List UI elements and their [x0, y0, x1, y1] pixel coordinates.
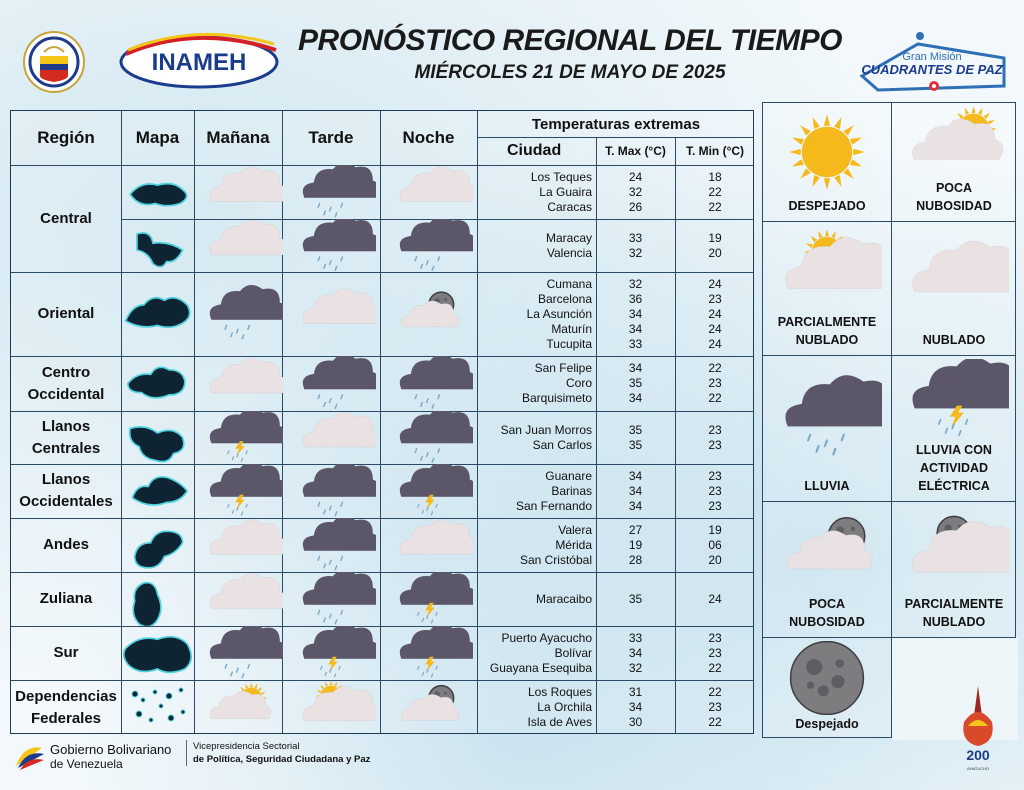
legend-label: PARCIALMENTE	[904, 597, 1004, 611]
tmax-value: 19	[628, 537, 643, 552]
tmin-value: 23	[708, 700, 722, 714]
forecast-night-tormenta-icon	[383, 572, 473, 626]
sun-clouds-icon	[772, 225, 882, 313]
cities-list	[477, 165, 596, 219]
legend-label: NUBOSIDAD	[789, 615, 865, 629]
header-map: Mapa	[135, 128, 180, 147]
legend-label: LLUVIA	[804, 479, 850, 493]
tmax-value: 34	[628, 391, 643, 405]
forecast-night-lluvia-icon	[383, 411, 473, 464]
cities-value: Los Teques	[530, 169, 592, 184]
legend-item	[891, 221, 1017, 355]
tmin-list	[675, 626, 755, 680]
legend-panel	[762, 102, 1016, 738]
cities-value: Maracay	[545, 230, 592, 245]
forecast-afternoon-lluvia-icon	[286, 165, 376, 219]
region-name	[11, 626, 121, 680]
tmin-list	[675, 411, 755, 464]
forecast-afternoon-lluvia-icon	[286, 518, 376, 572]
moon-cloud-icon	[772, 505, 882, 595]
legend-label: ELÉCTRICA	[918, 479, 990, 493]
tmax-value: 34	[628, 645, 643, 660]
tmax-value: 35	[628, 437, 643, 452]
tmin-value: 24	[708, 321, 722, 336]
region-map-icon	[121, 356, 194, 411]
header-city: Ciudad	[507, 142, 562, 159]
sun-cloud-icon	[899, 107, 1009, 179]
cities-list	[477, 626, 596, 680]
cities-value: Puerto Ayacucho	[501, 630, 592, 645]
tmin-value: 23	[708, 630, 722, 645]
forecast-afternoon-lluvia-icon	[286, 572, 376, 626]
tmax-list	[596, 356, 675, 411]
forecast-morning-poca-nubosidad-icon	[193, 680, 283, 735]
cities-list	[477, 518, 596, 572]
cities-value: Tucupita	[546, 336, 592, 351]
cities-value: Barinas	[551, 483, 592, 498]
cities-value: San Carlos	[532, 437, 592, 452]
legend-label: NUBLADO	[795, 333, 859, 347]
legend-label: POCA	[935, 181, 973, 195]
cities-value: La Asunción	[526, 306, 592, 321]
moon-clouds-icon	[899, 505, 1009, 595]
tmin-value: 22	[708, 391, 722, 405]
tmin-list	[675, 272, 755, 356]
tmin-value: 23	[708, 468, 722, 483]
legend-item	[763, 355, 891, 501]
tmin-value: 23	[708, 376, 722, 390]
tmin-value: 23	[708, 422, 722, 437]
tmax-value: 33	[628, 630, 643, 645]
cities-value: La Guaira	[539, 184, 592, 199]
forecast-night-lluvia-icon	[383, 219, 473, 272]
region-name-line: Sur	[53, 644, 79, 661]
header-region: Región	[37, 128, 95, 147]
header-tmax: T. Max (°C)	[605, 144, 666, 158]
tmax-value: 35	[628, 422, 643, 437]
forecast-night-nublado-icon	[383, 518, 473, 572]
cities-value: Valera	[558, 522, 592, 537]
legend-label: NUBLADO	[922, 615, 986, 629]
tmax-value: 26	[628, 199, 643, 214]
tmax-list	[596, 518, 675, 572]
legend-label: DESPEJADO	[788, 199, 866, 213]
tmax-value: 27	[628, 522, 643, 537]
region-name	[11, 356, 121, 411]
tmax-value: 34	[628, 321, 643, 336]
forecast-afternoon-lluvia-icon	[286, 219, 376, 272]
region-name	[11, 572, 121, 626]
page-subtitle: MIÉRCOLES 21 DE MAYO DE 2025	[414, 62, 726, 83]
legend-item	[763, 501, 891, 637]
region-name	[11, 518, 121, 572]
region-name	[11, 272, 121, 356]
region-map-icon	[121, 518, 194, 572]
tmax-list	[596, 165, 675, 219]
storm-cloud-icon	[899, 359, 1009, 441]
region-name-line: Oriental	[37, 305, 95, 322]
header-extremes: Temperaturas extremas	[531, 115, 701, 133]
tmin-list	[675, 165, 755, 219]
tmin-list	[675, 518, 755, 572]
tmax-list	[596, 272, 675, 356]
tmin-value: 24	[708, 276, 722, 291]
cities-list	[477, 272, 596, 356]
forecast-morning-nublado-icon	[193, 165, 283, 219]
tmax-value: 34	[628, 468, 643, 483]
cities-value: Guanare	[545, 468, 592, 483]
tmin-value: 18	[708, 169, 722, 184]
tmin-value: 24	[708, 591, 722, 606]
region-name	[11, 165, 121, 272]
tmin-list	[675, 680, 755, 735]
forecast-night-nublado-icon	[383, 165, 473, 219]
region-name-line: Dependencias	[15, 687, 117, 705]
region-map-icon	[121, 272, 194, 356]
tmin-list	[675, 356, 755, 411]
legend-item	[891, 103, 1017, 221]
region-name-line: Occidental	[27, 385, 105, 403]
gobierno-bolivariano-logo	[14, 740, 184, 772]
cities-list	[477, 680, 596, 735]
legend-label: PARCIALMENTE	[777, 315, 877, 329]
region-name	[11, 464, 121, 518]
forecast-afternoon-lluvia-icon	[286, 356, 376, 411]
region-name-line: Central	[40, 209, 92, 227]
tmin-value: 22	[708, 685, 722, 699]
forecast-afternoon-lluvia-icon	[286, 464, 376, 518]
cities-list	[477, 411, 596, 464]
tmin-value: 19	[708, 230, 722, 245]
batalla-ayacucho-200-logo	[950, 682, 1006, 778]
tmin-list	[675, 464, 755, 518]
forecast-morning-nublado-icon	[193, 356, 283, 411]
cities-value: San Felipe	[534, 361, 592, 375]
tmax-value: 32	[628, 184, 643, 199]
region-map-icon	[121, 680, 194, 735]
tmin-value: 23	[708, 498, 722, 513]
cities-value: Barquisimeto	[521, 391, 592, 405]
forecast-night-poca-nubosidad-noche-icon	[383, 272, 473, 356]
legend-label: POCA	[808, 597, 846, 611]
region-name-line: Llanos	[41, 417, 91, 435]
tmin-value: 19	[708, 522, 722, 537]
forecast-morning-lluvia-icon	[193, 626, 283, 680]
rain-cloud-icon	[772, 359, 882, 477]
cities-value: La Orchila	[537, 700, 592, 714]
region-name-line: Federales	[30, 709, 102, 727]
legend-label: NUBLADO	[922, 333, 986, 347]
cities-value: Coro	[565, 376, 592, 390]
tmin-list	[675, 219, 755, 272]
legend-item	[763, 103, 891, 221]
tmax-list	[596, 626, 675, 680]
forecast-morning-tormenta-icon	[193, 411, 283, 464]
cities-value: Maracaibo	[535, 591, 592, 606]
forecast-night-tormenta-icon	[383, 464, 473, 518]
tmax-value: 34	[628, 498, 643, 513]
forecast-table	[10, 110, 754, 734]
cities-list	[477, 356, 596, 411]
cities-list	[477, 464, 596, 518]
sun-icon	[772, 107, 882, 197]
cities-value: Barcelona	[537, 291, 592, 306]
cities-value: Bolívar	[554, 645, 592, 660]
forecast-afternoon-parcialmente-nublado-icon	[286, 680, 376, 735]
legend-label: ACTIVIDAD	[919, 461, 989, 475]
tmax-value: 31	[628, 685, 643, 699]
tmin-value: 22	[708, 199, 722, 214]
header-tmin: T. Min (°C)	[685, 144, 745, 158]
region-map-icon	[121, 411, 194, 464]
region-name-line: Centro	[41, 363, 91, 381]
tmax-value: 35	[628, 591, 643, 606]
tmax-list	[596, 680, 675, 735]
vice-line2: de Política, Seguridad Ciudadana y Paz	[193, 754, 371, 765]
tmin-value: 23	[708, 645, 722, 660]
region-name	[11, 680, 121, 735]
region-name-line: Llanos	[41, 471, 91, 488]
region-name-line: Occidentales	[19, 493, 113, 510]
forecast-morning-nublado-icon	[193, 518, 283, 572]
tmin-value: 23	[708, 483, 722, 498]
legend-item	[763, 221, 891, 355]
header-afternoon: Tarde	[308, 128, 354, 147]
region-name-line: Centrales	[31, 439, 101, 457]
tmin-value: 22	[708, 184, 722, 199]
tmax-list	[596, 572, 675, 626]
tmin-value: 20	[708, 245, 722, 260]
moon-icon	[772, 641, 882, 715]
page-title: PRONÓSTICO REGIONAL DEL TIEMPO	[298, 24, 842, 57]
header-night: Noche	[402, 128, 455, 147]
region-map-icon	[121, 219, 194, 272]
forecast-morning-nublado-icon	[193, 572, 283, 626]
legend-label: Despejado	[795, 717, 859, 731]
forecast-night-lluvia-icon	[383, 356, 473, 411]
cities-value: San Juan Morros	[500, 422, 592, 437]
forecast-morning-nublado-icon	[193, 219, 283, 272]
tmax-list	[596, 411, 675, 464]
tmax-value: 32	[628, 276, 643, 291]
tmin-value: 23	[708, 437, 722, 452]
tmin-value: 24	[708, 336, 722, 351]
tmax-value: 34	[628, 361, 643, 375]
region-map-icon	[121, 572, 194, 626]
region-map-icon	[121, 626, 194, 680]
cities-list	[477, 572, 596, 626]
gov-line1: Gobierno Bolivariano	[50, 742, 172, 757]
forecast-night-tormenta-icon	[383, 626, 473, 680]
region-name	[11, 411, 121, 464]
legend-label: NUBOSIDAD	[916, 199, 992, 213]
cities-value: San Cristóbal	[519, 552, 592, 567]
tmax-value: 28	[628, 552, 643, 567]
region-map-icon	[121, 464, 194, 518]
tmin-value: 23	[708, 291, 722, 306]
ministry-seal-logo	[22, 30, 86, 94]
forecast-morning-lluvia-icon	[193, 272, 283, 356]
cloud-icon	[899, 225, 1009, 331]
legend-item	[763, 637, 891, 739]
inameh-logo	[118, 32, 280, 90]
tmax-value: 33	[628, 230, 643, 245]
tmin-value: 22	[708, 715, 722, 729]
tmax-value: 34	[628, 700, 643, 714]
cities-value: Guayana Esequiba	[489, 660, 592, 675]
tmax-value: 32	[628, 660, 643, 675]
legend-item	[891, 501, 1017, 637]
cities-list	[477, 219, 596, 272]
cuadrantes-de-paz-logo	[858, 28, 1008, 98]
tmin-list	[675, 572, 755, 626]
gmcp-line2: CUADRANTES DE PAZ	[861, 62, 1003, 77]
tmax-value: 34	[628, 306, 643, 321]
tmax-value: 30	[628, 715, 643, 729]
tmax-list	[596, 464, 675, 518]
legend-label: LLUVIA CON	[916, 443, 992, 457]
forecast-afternoon-nublado-icon	[286, 411, 376, 464]
svg-text:200: 200	[966, 747, 990, 763]
tmin-value: 20	[708, 552, 722, 567]
tmin-value: 22	[708, 361, 722, 375]
tmax-list	[596, 219, 675, 272]
tmax-value: 33	[628, 336, 643, 351]
vice-line1: Vicepresidencia Sectorial	[193, 741, 300, 752]
svg-text:Gobierno Bolivariano	[50, 742, 171, 757]
tmax-value: 32	[628, 245, 643, 260]
tmax-value: 36	[628, 291, 643, 306]
region-name-line: Zuliana	[39, 590, 93, 607]
svg-text:AYACUCHO: AYACUCHO	[966, 766, 990, 771]
svg-text:de Venezuela	[50, 757, 123, 771]
cities-value: Los Roques	[527, 685, 592, 699]
tmax-value: 35	[628, 376, 643, 390]
cities-value: Valencia	[546, 245, 592, 260]
gov-line2: de Venezuela	[50, 757, 123, 771]
cities-value: Caracas	[547, 199, 592, 214]
cities-value: Cumana	[546, 276, 592, 291]
cities-value: San Fernando	[515, 498, 592, 513]
region-name-line: Andes	[43, 536, 89, 553]
forecast-afternoon-tormenta-icon	[286, 626, 376, 680]
tmin-value: 22	[708, 660, 722, 675]
region-map-icon	[121, 165, 194, 219]
tmin-value: 24	[708, 306, 722, 321]
tmax-value: 24	[628, 169, 643, 184]
tmin-value: 06	[708, 537, 722, 552]
cities-value: Mérida	[555, 537, 592, 552]
cities-value: Isla de Aves	[527, 715, 592, 729]
tmax-value: 34	[628, 483, 643, 498]
forecast-night-poca-nubosidad-noche-icon	[383, 680, 473, 735]
vicepresidencia-text	[186, 740, 406, 766]
header-morning: Mañana	[206, 128, 270, 147]
forecast-morning-tormenta-icon	[193, 464, 283, 518]
inameh-logo-text: INAMEH	[151, 49, 247, 76]
forecast-afternoon-nublado-icon	[286, 272, 376, 356]
gmcp-line1: Gran Misión	[902, 51, 962, 63]
legend-item	[891, 355, 1017, 501]
cities-value: Maturín	[551, 321, 592, 336]
